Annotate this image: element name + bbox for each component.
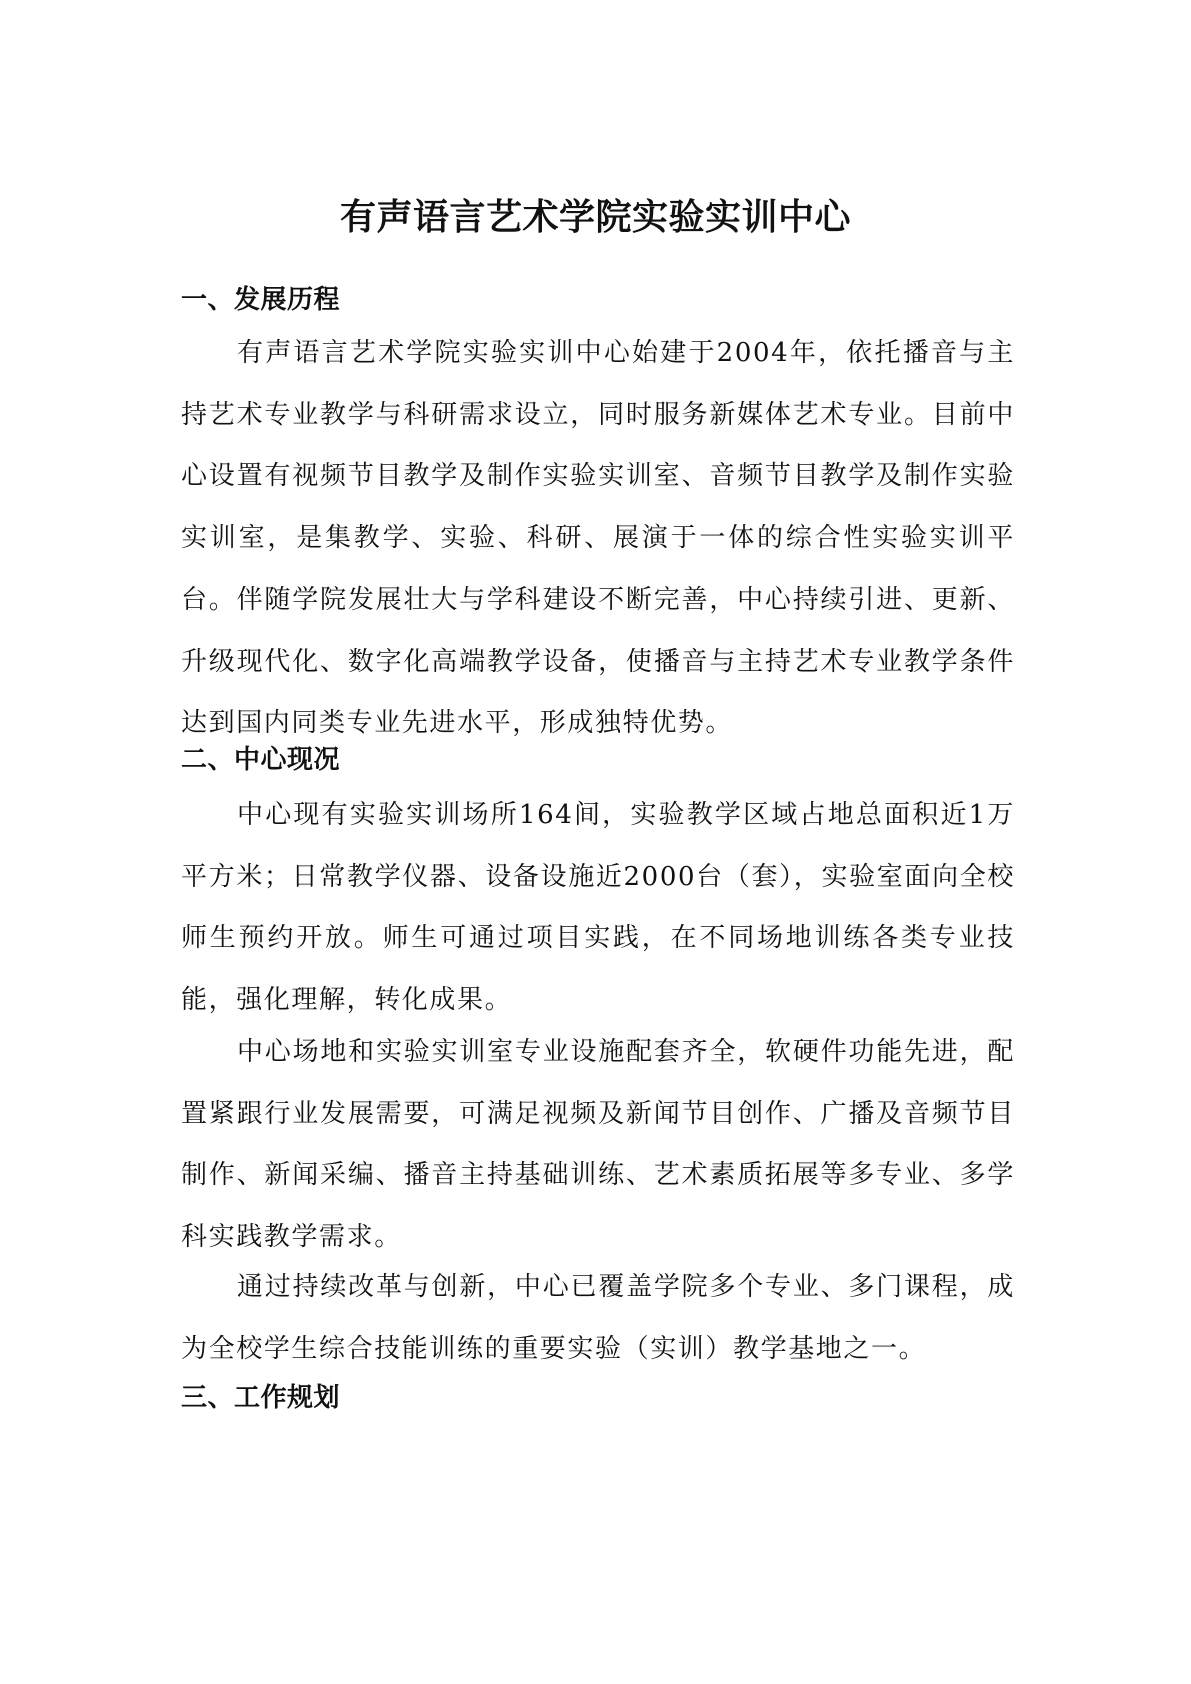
paragraph-reform-innovation: 通过持续改革与创新，中心已覆盖学院多个专业、多门课程，成为全校学生综合技能训练的重要实验（实训）教学基地之一。 xyxy=(181,1272,1015,1364)
paragraph-development-history: 有声语言艺术学院实验实训中心始建于2004年，依托播音与主持艺术专业教学与科研需求设立，同时服务新媒体艺术专业。目前中心设置有视频节目教学及制作实验实训室、音频节目教学及制作实验实训室，是集教学、实验、科研、展演于一体的综合性实验实训平台。伴随学院发展壮大与学科建设不断完善，中心持续引进、更新、升级现代化、数字化高端教学设备，使播音与主持艺术专业教学条件达到国内同类专业先进水平，形成独特优势。 xyxy=(181,338,1015,739)
paragraph-equipment-capabilities: 中心场地和实验实训室专业设施配套齐全，软硬件功能先进，配置紧跟行业发展需要，可满足视频及新闻节目创作、广播及音频节目制作、新闻采编、播音主持基础训练、艺术素质拓展等多专业、多学科实践教学需求。 xyxy=(181,1037,1015,1253)
document-title: 有声语言艺术学院实验实训中心 xyxy=(339,197,851,238)
section-heading-current-status: 二、中心现况 xyxy=(181,745,341,775)
paragraph-facilities-scale: 中心现有实验实训场所164间，实验教学区域占地总面积近1万平方米；日常教学仪器、设备设施近2000台（套），实验室面向全校师生预约开放。师生可通过项目实践，在不同场地训练各类专业技能，强化理解，转化成果。 xyxy=(181,800,1015,1016)
section-heading-development-history: 一、发展历程 xyxy=(181,285,341,315)
section-heading-work-plan: 三、工作规划 xyxy=(181,1383,341,1413)
